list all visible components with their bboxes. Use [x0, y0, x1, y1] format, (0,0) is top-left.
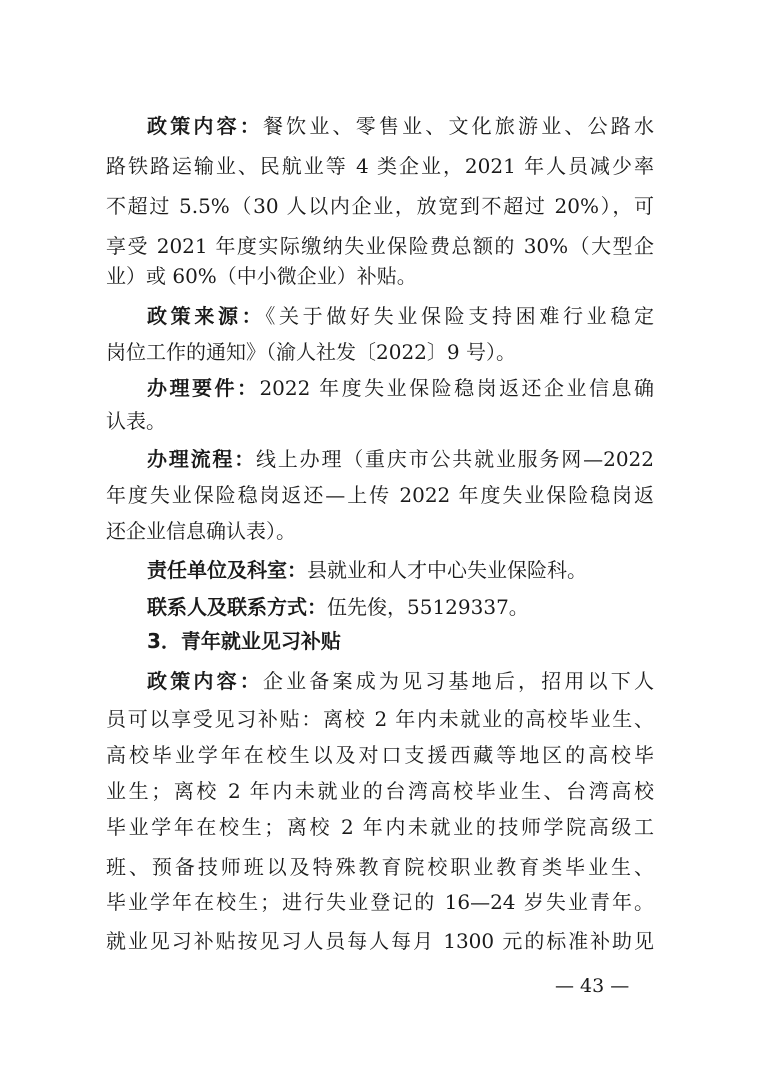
required-documents-label: 办理要件： — [147, 376, 260, 400]
paragraph-line: 还企业信息确认表）。 — [106, 519, 296, 543]
paragraph-line: 年度失业保险稳岗返还—上传 2022 年度失业保险稳岗返 — [106, 483, 654, 507]
paragraph-line: 岗位工作的通知》（渝人社发〔2022〕9 号）。 — [106, 340, 516, 364]
paragraph-line: 责任单位及科室：县就业和人才中心失业保险科。 — [147, 558, 587, 582]
responsible-unit-label: 责任单位及科室： — [147, 558, 307, 582]
paragraph-line: 就业见习补贴按见习人员每人每月 1300 元的标准补助见 — [106, 929, 654, 953]
paragraph-line: 员可以享受见习补贴：离校 2 年内未就业的高校毕业生、 — [106, 707, 654, 731]
paragraph-line: 政策来源：《关于做好失业保险支持困难行业稳定 — [147, 304, 655, 328]
policy-source-label: 政策来源： — [147, 304, 266, 328]
paragraph-line: 认表。 — [106, 409, 166, 433]
policy-content-label: 政策内容： — [147, 669, 263, 693]
paragraph-line: 政策内容：企业备案成为见习基地后，招用以下人 — [147, 669, 655, 693]
paragraph-line: 联系人及联系方式：伍先俊，55129337。 — [147, 595, 529, 619]
paragraph-line: 业生；离校 2 年内未就业的台湾高校毕业生、台湾高校 — [106, 779, 654, 803]
process-label: 办理流程： — [147, 447, 257, 471]
paragraph-line: 办理要件：2022 年度失业保险稳岗返还企业信息确 — [147, 376, 654, 400]
paragraph-line: 毕业学年在校生；离校 2 年内未就业的技师学院高级工 — [106, 815, 654, 839]
paragraph-line: 班、预备技师班以及特殊教育院校职业教育类毕业生、 — [106, 855, 654, 879]
paragraph-line: 路铁路运输业、民航业等 4 类企业，2021 年人员减少率 — [106, 154, 654, 178]
paragraph-line: 政策内容：餐饮业、零售业、文化旅游业、公路水 — [147, 114, 655, 138]
paragraph-line: 办理流程：线上办理（重庆市公共就业服务网—2022 — [147, 447, 654, 471]
policy-content-label: 政策内容： — [147, 114, 263, 138]
paragraph-line: 业）或 60%（中小微企业）补贴。 — [106, 264, 417, 288]
paragraph-line: 高校毕业学年在校生以及对口支援西藏等地区的高校毕 — [106, 743, 654, 767]
paragraph-line: 不超过 5.5%（30 人以内企业，放宽到不超过 20%），可 — [106, 194, 654, 218]
paragraph-line: 毕业学年在校生；进行失业登记的 16—24 岁失业青年。 — [106, 890, 654, 914]
contact-label: 联系人及联系方式： — [147, 595, 327, 619]
page-number: — 43 — — [555, 975, 630, 997]
section-heading: 3．青年就业见习补贴 — [147, 629, 341, 653]
paragraph-line: 享受 2021 年度实际缴纳失业保险费总额的 30%（大型企 — [106, 234, 654, 258]
